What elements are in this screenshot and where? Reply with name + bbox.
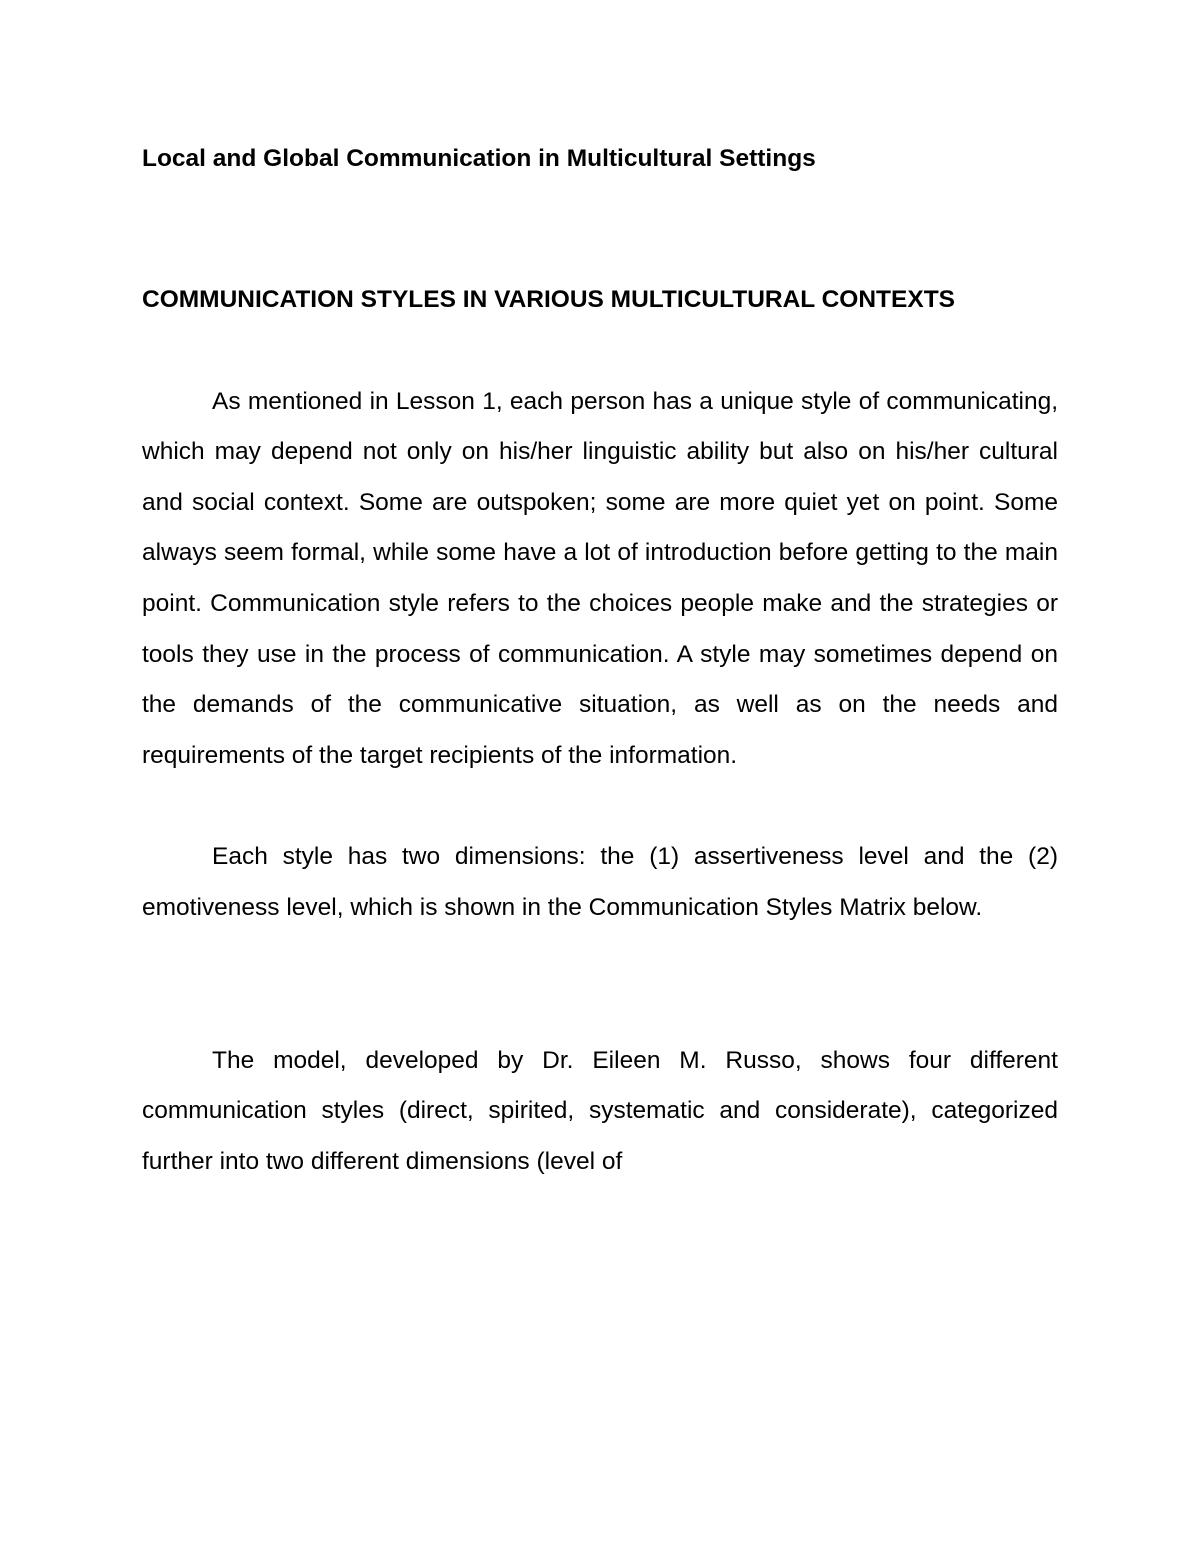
section-heading: COMMUNICATION STYLES IN VARIOUS MULTICULTURAL CONTEXTS — [142, 286, 956, 313]
paragraph-style-dimensions: Each style has two dimensions: the (1) assertiveness level and the (2) emotiveness level, which is shown in the Communication Styles Matrix below. — [142, 843, 1058, 921]
document-title: Local and Global Communication in Multicultural Settings — [142, 145, 816, 172]
paragraph-russo-model: The model, developed by Dr. Eileen M. Russo, shows four different communication styles (direct, spirited, systematic and considerate), categorized further into two different dimensions (level of — [142, 1046, 1058, 1175]
paragraph-communication-style-intro: As mentioned in Lesson 1, each person has a unique style of communicating, which may depend not only on his/her linguistic ability but also on his/her cultural and social context. Some are outspoken; some are more quiet yet on point. Some always seem formal, while some have a lot of introduction before getting to the main point. Communication style refers to the choices people make and the strategies or tools they use in the process of communication. A style may sometimes depend on the demands of the communicative situation, as well as on the needs and requirements of the target recipients of the information. — [142, 387, 1058, 769]
document-body — [142, 138, 1058, 1187]
